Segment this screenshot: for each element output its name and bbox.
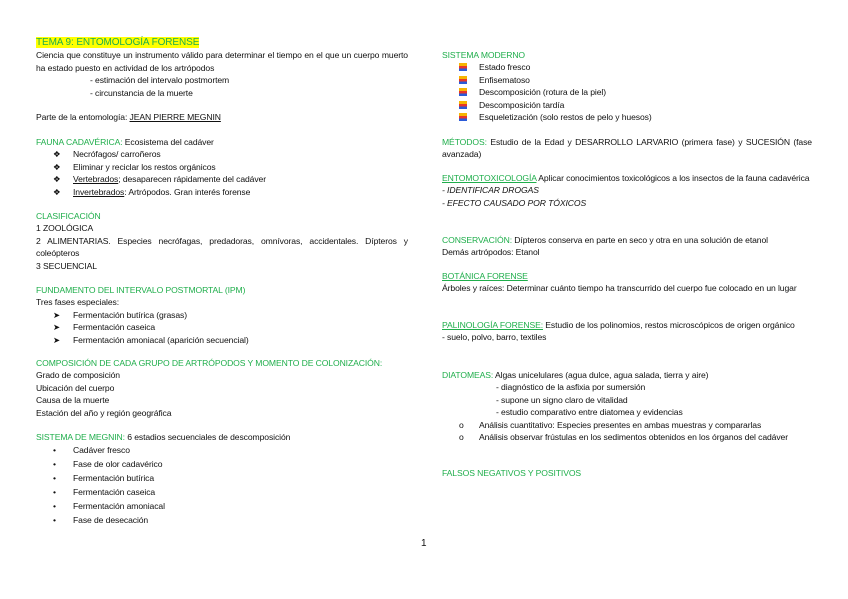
section-heading: BOTÁNICA FORENSE xyxy=(442,271,528,281)
list-item xyxy=(36,485,408,499)
bullet-icon: • xyxy=(53,445,56,456)
list-item xyxy=(442,61,812,73)
megnin-section xyxy=(36,431,408,527)
line: - diagnóstico de la asfixia por sumersión xyxy=(496,382,646,393)
item-term: Vertebrados xyxy=(73,174,119,185)
line: Causa de la muerte xyxy=(36,395,110,406)
item-text: Descomposición tardía xyxy=(479,99,565,110)
diamond-bullet-icon: ❖ xyxy=(53,149,61,160)
list-item xyxy=(442,419,812,431)
item-text: Análisis observar frústulas en los sedimentos obtenidos en los órganos del cadáver xyxy=(479,432,788,443)
item-text: Enfisematoso xyxy=(479,74,530,85)
item-text: Necrófagos/ carroñeros xyxy=(73,149,161,160)
palinologia-section xyxy=(442,319,812,344)
item-text: Estado fresco xyxy=(479,62,531,73)
list-item xyxy=(36,457,408,471)
line: - IDENTIFICAR DROGAS xyxy=(442,185,539,196)
section-text: Estudio de la Edad y DESARROLLO LARVARIO (primera fase) y SUCESIÓN (fase avanzada) xyxy=(442,137,812,160)
list-item xyxy=(36,148,408,160)
item-text: Fermentación butírica (grasas) xyxy=(73,309,188,320)
list-item xyxy=(36,443,408,457)
section-heading: COMPOSICIÓN DE CADA GRUPO DE ARTRÓPODOS Y MOMENTO DE COLONIZACIÓN: xyxy=(36,358,383,368)
list-item xyxy=(442,99,812,111)
section-heading: CLASIFICACIÓN xyxy=(36,211,101,221)
section-text: Estudio de los polinomios, restos microscópicos de origen orgánico xyxy=(543,320,795,330)
fundamento-section xyxy=(36,284,408,346)
diamond-bullet-icon: ❖ xyxy=(53,186,61,197)
item-text: Fermentación amoniacal xyxy=(73,501,165,512)
entomotox-section xyxy=(442,172,812,209)
megnin-name: JEAN PIERRE MEGNIN xyxy=(129,112,221,122)
intro-item: - estimación del intervalo postmortem xyxy=(90,75,230,86)
list-item xyxy=(442,86,812,98)
item-text: Fermentación amoniacal (aparición secuencial) xyxy=(73,334,249,345)
intro-text: Ciencia que constituye un instrumento válido para determinar el tiempo en el que un cuerpo muerto ha estado puesto en actividad de los artrópodos xyxy=(36,50,408,73)
section-heading: MÉTODOS: xyxy=(442,137,487,147)
section-text: Dípteros conserva en parte en seco y otra en una solución de etanol xyxy=(512,235,768,245)
line: Estación del año y región geográfica xyxy=(36,407,172,418)
moderno-section xyxy=(442,49,812,123)
diamond-bullet-icon: ❖ xyxy=(53,161,61,172)
section-heading: SISTEMA DE MEGNIN: xyxy=(36,432,125,442)
flag-bullet-icon xyxy=(459,113,467,121)
botanica-section xyxy=(442,270,812,295)
bullet-icon: • xyxy=(53,487,56,498)
item-text: Análisis cuantitativo: Especies presentes en ambas muestras y compararlas xyxy=(479,419,762,430)
section-heading: FAUNA CADAVÉRICA: xyxy=(36,137,123,147)
composicion-section xyxy=(36,357,416,419)
section-heading: CONSERVACIÓN: xyxy=(442,235,513,245)
arrow-bullet-icon: ➤ xyxy=(53,322,61,333)
item-text: Fermentación butírica xyxy=(73,473,155,484)
bullet-icon: • xyxy=(53,473,56,484)
fauna-section xyxy=(36,136,408,198)
line: Ubicación del cuerpo xyxy=(36,382,115,393)
item-text: Fermentación caseica xyxy=(73,322,156,333)
item-text: Fermentación caseica xyxy=(73,487,156,498)
list-item xyxy=(36,499,408,513)
section-heading: FUNDAMENTO DEL INTERVALO POSTMORTAL (IPM) xyxy=(36,285,246,295)
item-text: Esqueletización (solo restos de pelo y huesos) xyxy=(479,112,652,123)
section-heading: SISTEMA MODERNO xyxy=(442,50,526,60)
falsos-section xyxy=(442,467,812,479)
line: 1 ZOOLÓGICA xyxy=(36,223,94,234)
line: - estudio comparativo entre diatomea y evidencias xyxy=(496,407,683,418)
list-item xyxy=(36,173,408,185)
arrow-bullet-icon: ➤ xyxy=(53,334,61,345)
section-heading: FALSOS NEGATIVOS Y POSITIVOS xyxy=(442,468,582,478)
arrow-bullet-icon: ➤ xyxy=(53,309,61,320)
section-text: Aplicar conocimientos toxicológicos a los insectos de la fauna cadavérica xyxy=(536,173,810,183)
page-number: 1 xyxy=(421,538,427,549)
metodos-section xyxy=(442,136,812,161)
section-heading: PALINOLOGÍA FORENSE: xyxy=(442,320,543,330)
list-item xyxy=(36,186,408,198)
item-text: : Artrópodos. Gran interés forense xyxy=(124,186,251,197)
line: - suelo, polvo, barro, textiles xyxy=(442,332,547,343)
list-item xyxy=(442,111,812,123)
line: - EFECTO CAUSADO POR TÓXICOS xyxy=(442,197,587,208)
list-item xyxy=(442,431,812,443)
item-text: ; desaparecen rápidamente del cadáver xyxy=(118,174,266,185)
list-item xyxy=(36,513,408,527)
bullet-icon: • xyxy=(53,501,56,512)
clasificacion-section xyxy=(36,210,408,272)
flag-bullet-icon xyxy=(459,76,467,84)
list-item xyxy=(36,471,408,485)
parte-line xyxy=(36,111,408,123)
section-text: Árboles y raíces: Determinar cuánto tiempo ha transcurrido del cuerpo fue colocado en un lugar xyxy=(442,283,797,294)
section-text: Algas unicelulares (agua dulce, agua salada, tierra y aire) xyxy=(493,370,709,380)
line: - supone un signo claro de vitalidad xyxy=(496,394,628,405)
diamond-bullet-icon: ❖ xyxy=(53,174,61,185)
item-text: Fase de olor cadavérico xyxy=(73,459,163,470)
list-item xyxy=(36,161,408,173)
flag-bullet-icon xyxy=(459,88,467,96)
intro-section xyxy=(36,36,408,99)
line: Grado de composición xyxy=(36,370,120,381)
item-text: Eliminar y reciclar los restos orgánicos xyxy=(73,161,216,172)
flag-bullet-icon xyxy=(459,101,467,109)
circle-bullet-icon: o xyxy=(459,419,464,430)
flag-bullet-icon xyxy=(459,63,467,71)
line: 3 SECUENCIAL xyxy=(36,260,97,271)
section-text: 6 estadios secuenciales de descomposición xyxy=(124,432,291,442)
list-item xyxy=(36,321,408,333)
item-text: Cadáver fresco xyxy=(73,445,130,456)
circle-bullet-icon: o xyxy=(459,432,464,443)
line: Demás artrópodos: Etanol xyxy=(442,247,540,258)
parte-label: Parte de la entomología: xyxy=(36,112,130,122)
intro-item: - circunstancia de la muerte xyxy=(90,87,193,98)
list-item xyxy=(36,334,408,346)
section-heading: DIATOMEAS: xyxy=(442,370,494,380)
bullet-icon: • xyxy=(53,459,56,470)
item-term: Invertebrados xyxy=(73,186,125,197)
section-heading: ENTOMOTOXICOLOGÍA xyxy=(442,173,537,183)
line: 2 ALIMENTARIAS. Especies necrófagas, predadoras, omnívoras, accidentales. Dípteros y coleópteros xyxy=(36,235,408,259)
conservacion-section xyxy=(442,234,812,259)
diatomeas-section xyxy=(442,369,812,443)
page-title: TEMA 9: ENTOMOLOGÍA FORENSE xyxy=(36,37,200,48)
bullet-icon: • xyxy=(53,515,56,526)
item-text: Descomposición (rotura de la piel) xyxy=(479,87,606,98)
line: Tres fases especiales: xyxy=(36,297,119,308)
list-item xyxy=(442,74,812,86)
list-item xyxy=(36,309,408,321)
item-text: Fase de desecación xyxy=(73,515,149,526)
section-text: Ecosistema del cadáver xyxy=(122,137,214,147)
